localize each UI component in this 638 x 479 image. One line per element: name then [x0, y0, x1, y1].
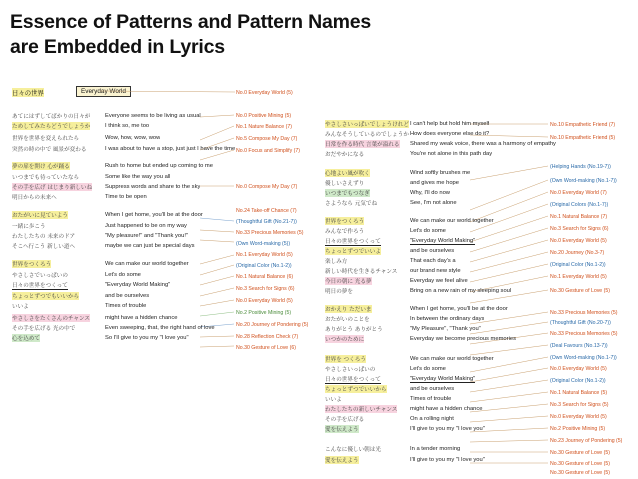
lyric-en: Wind softly brushes me	[410, 170, 471, 176]
lyric-en: might have a hidden chance	[410, 406, 483, 412]
lyric-jp: 日々の世界をつくって	[325, 377, 381, 383]
pattern-label: No.30 Gesture of Love (5)	[550, 461, 610, 467]
pattern-label: No.24 Take-off Chance (7)	[236, 208, 297, 214]
pattern-label: No.20 Journey of Pondering (5)	[236, 322, 309, 328]
lyric-jp: やさしさでいっぱいの	[12, 273, 68, 279]
lyric-jp: 夢の扉を開け 心が踊る	[12, 164, 70, 170]
lyric-en: That each day's a	[410, 258, 456, 264]
pattern-label: (Own Word-making (No.1-7))	[550, 178, 617, 184]
lyric-jp: 一緒に歩こう	[12, 224, 46, 230]
pattern-label: No.3 Search for Signs (6)	[550, 226, 609, 232]
pattern-label: No.0 Everyday World (7)	[550, 190, 607, 196]
lyric-jp: 心地よい風が吹く	[325, 171, 370, 177]
lyric-jp: 優しいさえずり	[325, 181, 365, 187]
lyric-en: Let's do some	[105, 272, 141, 278]
lyric-jp: ありがとう ありがとう	[325, 327, 383, 333]
lyric-jp: 世界を つくろう	[325, 357, 366, 363]
pattern-label: No.23 Journey of Pondering (5)	[550, 438, 623, 444]
pattern-label: No.0 Focus and Simplify (7)	[236, 148, 301, 154]
lyric-jp: おだやかになる	[325, 152, 365, 158]
pattern-label: No.0 Everyday World (5)	[236, 298, 293, 304]
pattern-label: (Own Word-making (No.1-7))	[550, 355, 617, 361]
lyric-en: "My Pleasure", "Thank you"	[410, 326, 481, 332]
pattern-label: (Deal Favours (No.13-7))	[550, 343, 608, 349]
lyric-en: In between the ordinary days	[410, 316, 485, 322]
lyric-en: and gives me hope	[410, 180, 459, 186]
pattern-label: No.1 Everyday World (5)	[236, 252, 293, 258]
lyric-en: Times of trouble	[410, 396, 452, 402]
lyric-en: Let's do some	[410, 366, 446, 372]
lyric-en: Time to be open	[105, 194, 147, 200]
pattern-label: No.30 Gesture of Love (5)	[550, 288, 610, 294]
lyric-jp: やさしさいっぱいの	[325, 367, 376, 373]
lyric-jp: 心を込めて	[12, 336, 40, 342]
lyric-jp: 愛を伝えよう	[325, 427, 359, 433]
pattern-label: (Thoughtful Gift (No.20-7))	[550, 320, 611, 326]
lyric-jp: 日々の世界をつくって	[325, 239, 381, 245]
lyric-jp: 世界をつくろう	[325, 219, 365, 225]
lyric-en: I'll give to you my "I love you"	[410, 457, 485, 463]
en-song-title: Everyday World	[76, 86, 131, 97]
pattern-label: (Helping Hands (No.19-7))	[550, 164, 611, 170]
lyric-en: and be ourselves	[410, 386, 455, 392]
jp-song-title: 日々の世界	[12, 89, 44, 97]
pattern-label: No.0 Compose My Day (7)	[236, 184, 298, 190]
lyric-jp: おたがいに見ていよう	[12, 213, 68, 219]
lyric-jp: 明日の夢を	[325, 289, 353, 295]
pattern-label: No.5 Compose My Day (7)	[236, 136, 298, 142]
lyric-en: Everyday we become precious memories	[410, 336, 516, 342]
lyric-jp: 日常を作る時代 言葉が溢れる	[325, 142, 400, 148]
pattern-label: No.33 Precious Memories (5)	[550, 310, 618, 316]
lyric-jp: 日々の世界をつくって	[12, 283, 68, 289]
lyric-en: maybe we can just be special days	[105, 243, 195, 249]
lyric-jp: おたがいのことを	[325, 317, 370, 323]
pattern-label: (Original Color (No.1-2))	[236, 263, 292, 269]
lyric-jp: やさしさいっぱいでしょうけれど	[325, 122, 409, 128]
lyric-jp: こんなに優しい朝は光	[325, 447, 381, 453]
lyric-en: See, I'm not alone	[410, 200, 457, 206]
lyric-en: When I get home, you'll be at the door	[105, 212, 203, 218]
pattern-label: No.30 Gesture of Love (6)	[236, 345, 296, 351]
lyric-en: Some like the way you all	[105, 174, 171, 180]
lyric-en: Times of trouble	[105, 303, 147, 309]
lyric-jp: 楽しみ方	[325, 259, 348, 265]
lyric-en: In a tender morning	[410, 446, 461, 452]
lyric-jp: やさしさをたくさんのチャンス	[12, 316, 90, 322]
lyric-jp: わたしたちの 未来のドア	[12, 234, 76, 240]
lyric-jp: 愛を伝えよう	[325, 458, 359, 464]
page-title-line-2: are Embedded in Lyrics	[10, 36, 225, 58]
pattern-label: No.0 Positive Mining (5)	[236, 113, 292, 119]
pattern-label: No.10 Empathetic Friend (7)	[550, 122, 616, 128]
pattern-label: No.2 Positive Mining (5)	[236, 310, 292, 316]
pattern-label: No.20 Journey (No.3-7)	[550, 250, 605, 256]
lyric-jp: その手を広げる	[325, 417, 365, 423]
lyric-en: So I'll give to you my "I love you"	[105, 335, 189, 341]
pattern-label: (Thoughtful Gift (No.21-7))	[236, 219, 297, 225]
lyric-jp: ちょっとずつでいいよ	[325, 249, 381, 255]
pattern-label: No.3 Search for Signs (6)	[236, 286, 295, 292]
lyric-en: might have a hidden chance	[105, 315, 178, 321]
pattern-label: No.1 Everyday World (5)	[550, 274, 607, 280]
lyric-en: "Everyday World Making"	[410, 238, 476, 244]
lyric-jp: ちょっとずつでいいから	[325, 387, 387, 393]
pattern-label: (Original Colors (No.1-7))	[550, 202, 609, 208]
pattern-label: No.10 Empathetic Friend (5)	[550, 135, 616, 141]
lyric-jp: いつまでも待っていたなら	[12, 175, 80, 181]
lyric-en: Shared my weak voice, there was a harmony of empathy	[410, 141, 556, 147]
lyric-jp: ちょっとずつでもいいから	[12, 294, 80, 300]
pattern-label: No.28 Reflection Check (7)	[236, 334, 299, 340]
lyric-jp: おかえり ただいま	[325, 307, 372, 313]
lyric-en: Bring on a new rain of my sleeping soul	[410, 288, 512, 294]
lyric-jp: わたしたちの新しいチャンス	[325, 407, 398, 413]
pattern-label: No.1 Natural Balance (7)	[550, 214, 608, 220]
pattern-label: No.0 Everyday World (5)	[550, 238, 607, 244]
lyric-en: Wow, how, wow, wow	[105, 135, 161, 141]
lyric-jp: さようなら 元気でね	[325, 201, 378, 207]
lyric-jp: ためしてみたらどうでしょうか	[12, 124, 91, 130]
lyric-en: Everyone seems to be living as usual	[105, 113, 201, 119]
lyric-en: our brand new style	[410, 268, 461, 274]
pattern-label: No.0 Everyday World (5)	[550, 414, 607, 420]
lyric-en: You're not alone in this path day	[410, 151, 493, 157]
lyric-en: and be ourselves	[105, 293, 150, 299]
pattern-label: No.33 Precious Memories (5)	[550, 331, 618, 337]
lyric-en: We can make our world together	[410, 356, 494, 362]
lyric-jp: そこへ行こう 新しい道へ	[12, 244, 76, 250]
lyric-jp: 突然の時の中で 風景が変わる	[12, 147, 87, 153]
lyric-en: Let's do some	[410, 228, 446, 234]
lyric-jp: いいよ	[12, 304, 29, 310]
lyric-jp: いいよ	[325, 397, 342, 403]
pattern-label: No.2 Positive Mining (5)	[550, 426, 606, 432]
lyric-jp: 新しい時代を生きるチャンス	[325, 269, 398, 275]
lyric-en: "My pleasure!" and "Thank you!"	[105, 233, 188, 239]
lyric-en: "Everyday World Making"	[410, 376, 476, 382]
lyric-en: Rush to home but ended up coming to me	[105, 163, 213, 169]
pattern-label: No.33 Precious Memories (5)	[236, 230, 304, 236]
lyric-en: How does everyone else do it?	[410, 131, 490, 137]
lyric-jp: その手を広げる 光の中で	[12, 326, 76, 332]
header-pattern-label: No.0 Everyday World (5)	[236, 90, 293, 96]
lyric-jp: いつかのために	[325, 337, 365, 343]
lyric-en: When I get home, you'll be at the door	[410, 306, 508, 312]
pattern-label: No.3 Search for Signs (5)	[550, 402, 609, 408]
lyric-en: I was about to have a stop, just just I have the time	[105, 146, 236, 152]
lyric-en: Everyday we feel alive	[410, 278, 468, 284]
lyric-en: I can't help but hold him myself	[410, 121, 490, 127]
lyric-en: Why, I'll do now	[410, 190, 450, 196]
page-title-line-1: Essence of Patterns and Pattern Names	[10, 11, 372, 33]
lyric-jp: 今日の朝に 光る夢	[325, 279, 372, 285]
pattern-label: (Original Color (No.1-2))	[550, 378, 606, 384]
lyric-en: Even sweeping, that, the right hand of love	[105, 325, 215, 331]
pattern-label: No.30 Gesture of Love (5)	[550, 470, 610, 476]
lyric-en: Suppress words and share to the sky	[105, 184, 201, 190]
lyric-en: I'll give to you my "I love you"	[410, 426, 485, 432]
lyric-en: We can make our world together	[105, 261, 189, 267]
pattern-label: No.0 Everyday World (5)	[550, 366, 607, 372]
lyric-en: Just happened to be on my way	[105, 223, 187, 229]
pattern-label: No.1 Natural Balance (6)	[236, 274, 294, 280]
lyric-en: and be ourselves	[410, 248, 455, 254]
lyric-jp: 世界をつくろう	[12, 262, 52, 268]
lyric-en: We can make our world together	[410, 218, 494, 224]
lyric-jp: みんなで作ろう	[325, 229, 365, 235]
lyric-jp: その手を広げ はじまり新しいね	[12, 185, 93, 191]
lyric-en: "Everyday World Making"	[105, 282, 171, 288]
lyric-jp: みんなそうしているのでしょうか	[325, 132, 409, 138]
lyric-jp: あてにはずしてばかりの日々が	[12, 114, 91, 120]
lyric-en: I think so, me too	[105, 123, 150, 129]
pattern-label: No.1 Nature Balance (7)	[236, 124, 292, 130]
lyric-jp: 世界を世界を変えられたら	[12, 136, 80, 142]
pattern-label: No.1 Natural Balance (5)	[550, 390, 608, 396]
lyric-jp: いつまでもつなぎ	[325, 191, 370, 197]
pattern-label: (Own Word-making (5))	[236, 241, 291, 247]
lyric-en: On a rolling night	[410, 416, 454, 422]
lyric-jp: 明日からの未来へ	[12, 195, 57, 201]
pattern-label: (Original Color (No.1-2))	[550, 262, 606, 268]
pattern-label: No.30 Gesture of Love (5)	[550, 450, 610, 456]
